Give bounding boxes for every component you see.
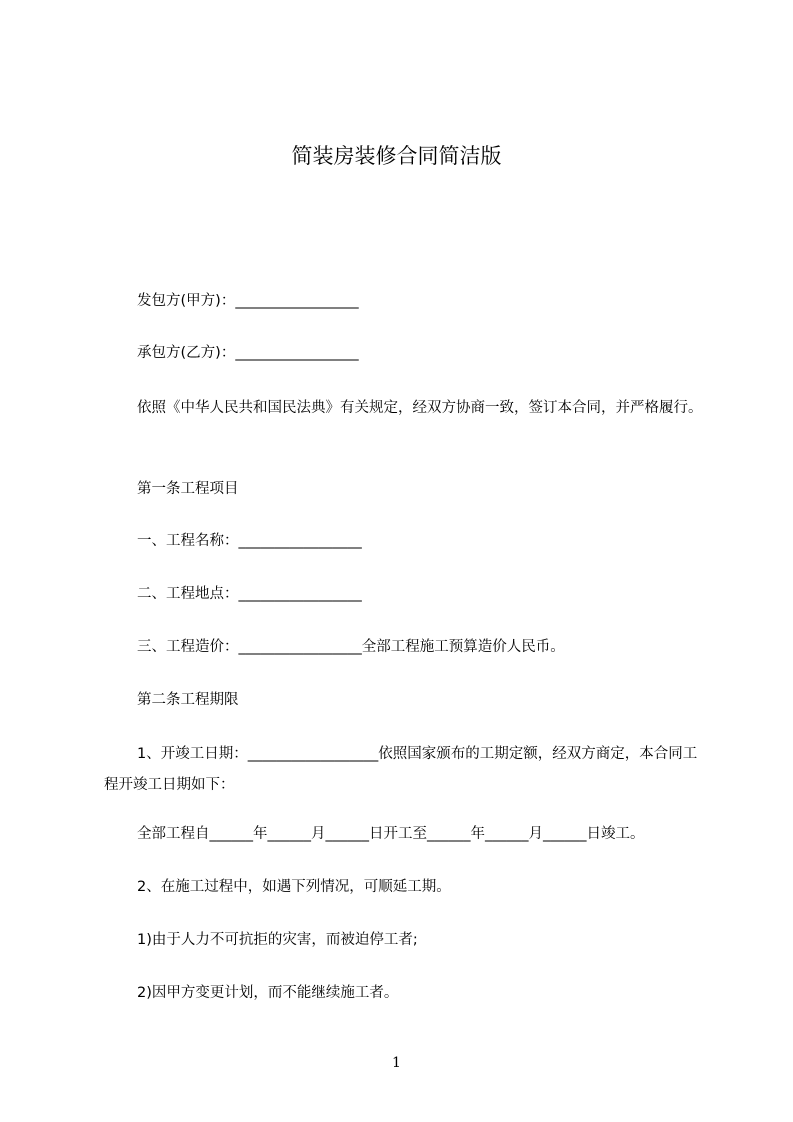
article-1-heading: 第一条工程项目: [137, 481, 239, 497]
article-2-heading: 第二条工程期限: [137, 692, 239, 708]
project-location-line: 二、工程地点：_________________: [137, 586, 362, 602]
document-title: 简装房装修合同简洁版: [291, 144, 502, 168]
project-name-line: 一、工程名称：_________________: [137, 533, 362, 549]
extension-item-2: 2)因甲方变更计划，而不能继续施工者。: [137, 985, 399, 1001]
party-b-line: 承包方(乙方)：_________________: [137, 345, 359, 361]
page-number: 1: [392, 1055, 401, 1071]
extension-item-1: 1)由于人力不可抗拒的灾害，而被迫停工者;: [137, 932, 418, 948]
preamble-paragraph: 依照《中华人民共和国民法典》有关规定，经双方协商一致，签订本合同，并严格履行。: [137, 400, 703, 416]
schedule-dates-line: 全部工程自______年______月______日开工至______年______月______日竣工。: [137, 826, 645, 842]
party-a-line: 发包方(甲方)：_________________: [137, 293, 359, 309]
project-cost-line: 三、工程造价：_________________全部工程施工预算造价人民币。: [137, 639, 565, 655]
start-end-date-paragraph: 1、开竣工日期：__________________依照国家颁布的工期定额，经双方商定，本合同工程开竣工日期如下：: [104, 746, 698, 793]
extension-clause-line: 2、在施工过程中，如遇下列情况，可顺延工期。: [137, 879, 451, 895]
